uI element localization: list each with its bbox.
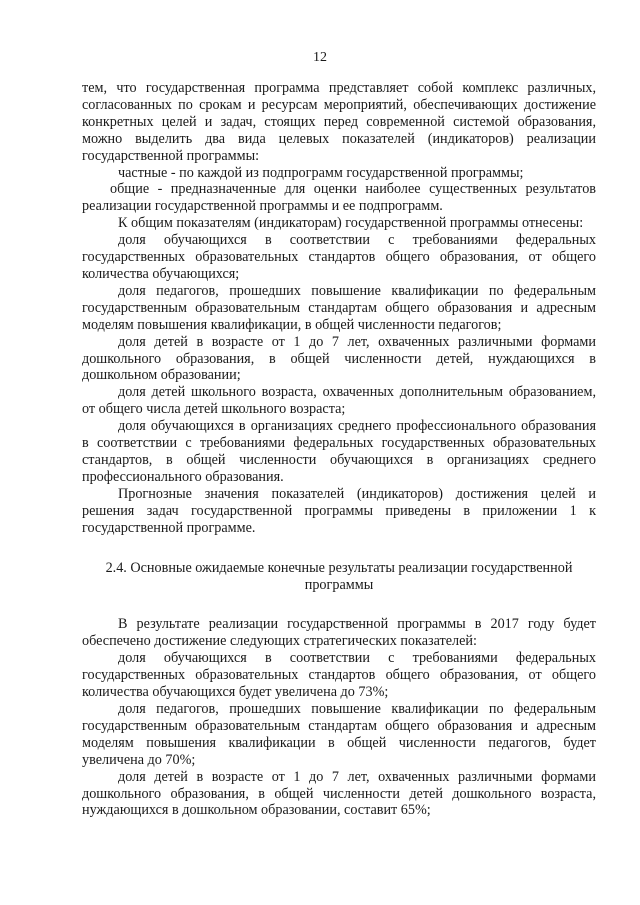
document-body [82,80,596,819]
paragraph-general-indicators: общие - предназначенные для оценки наиболее существенных результатов реализации государственной программы и ее подпрограмм. [82,181,596,215]
indicator-item: доля детей в возрасте от 1 до 7 лет, охваченных различными формами дошкольного образования, в общей численности детей, нуждающихся в дошкольном образовании; [82,333,596,384]
paragraph-forecast: Прогнозные значения показателей (индикаторов) достижения целей и решения задач государственной программы приведены в приложении 1 к государственной программе. [82,485,596,536]
result-item: доля педагогов, прошедших повышение квалификации по федеральным государственным образовательным стандартам общего образования и адресным моделям повышения квалификации в общей численности педагогов, будет увеличена до 70%; [82,701,596,768]
paragraph-results-intro: В результате реализации государственной программы в 2017 году будет обеспечено достижение следующих стратегических показателей: [82,616,596,650]
indicator-item: доля обучающихся в организациях среднего профессионального образования в соответствии с требованиями федеральных государственных образовательных стандартов, в общей численности обучающихся в организациях среднего профессионального образования. [82,418,596,485]
paragraph-private-indicators: частные - по каждой из подпрограмм государственной программы; [118,164,524,181]
result-item: доля детей в возрасте от 1 до 7 лет, охваченных различными формами дошкольного образования, в общей численности детей дошкольного возраста, нуждающихся в дошкольном образовании, составит 65%; [82,768,596,819]
indicator-item: доля педагогов, прошедших повышение квалификации по федеральным государственным образовательным стандартам общего образования и адресным моделям повышения квалификации, в общей численности педагогов; [82,282,596,333]
indicator-item: доля детей школьного возраста, охваченных дополнительным образованием, от общего числа детей школьного возраста; [82,384,596,418]
indicator-item: доля обучающихся в соответствии с требованиями федеральных государственных образовательных стандартов общего образования, от общего количества обучающихся; [82,232,596,282]
paragraph-intro: тем, что государственная программа представляет собой комплекс различных, согласованных по срокам и ресурсам мероприятий, обеспечивающих достижение конкретных целей и задач, стоящих перед современной системой образования, можно выделить два вида целевых показателей (индикаторов) реализации государственной программы: [82,80,596,164]
result-item: доля обучающихся в соответствии с требованиями федеральных государственных образовательных стандартов общего образования, от общего количества обучающихся будет увеличена до 73%; [82,650,596,701]
paragraph-general-list-intro: К общим показателям (индикаторам) государственной программы отнесены: [118,215,584,232]
page-number: 12 [313,50,327,65]
section-heading: 2.4. Основные ожидаемые конечные результаты реализации государственной программы [105,560,573,594]
